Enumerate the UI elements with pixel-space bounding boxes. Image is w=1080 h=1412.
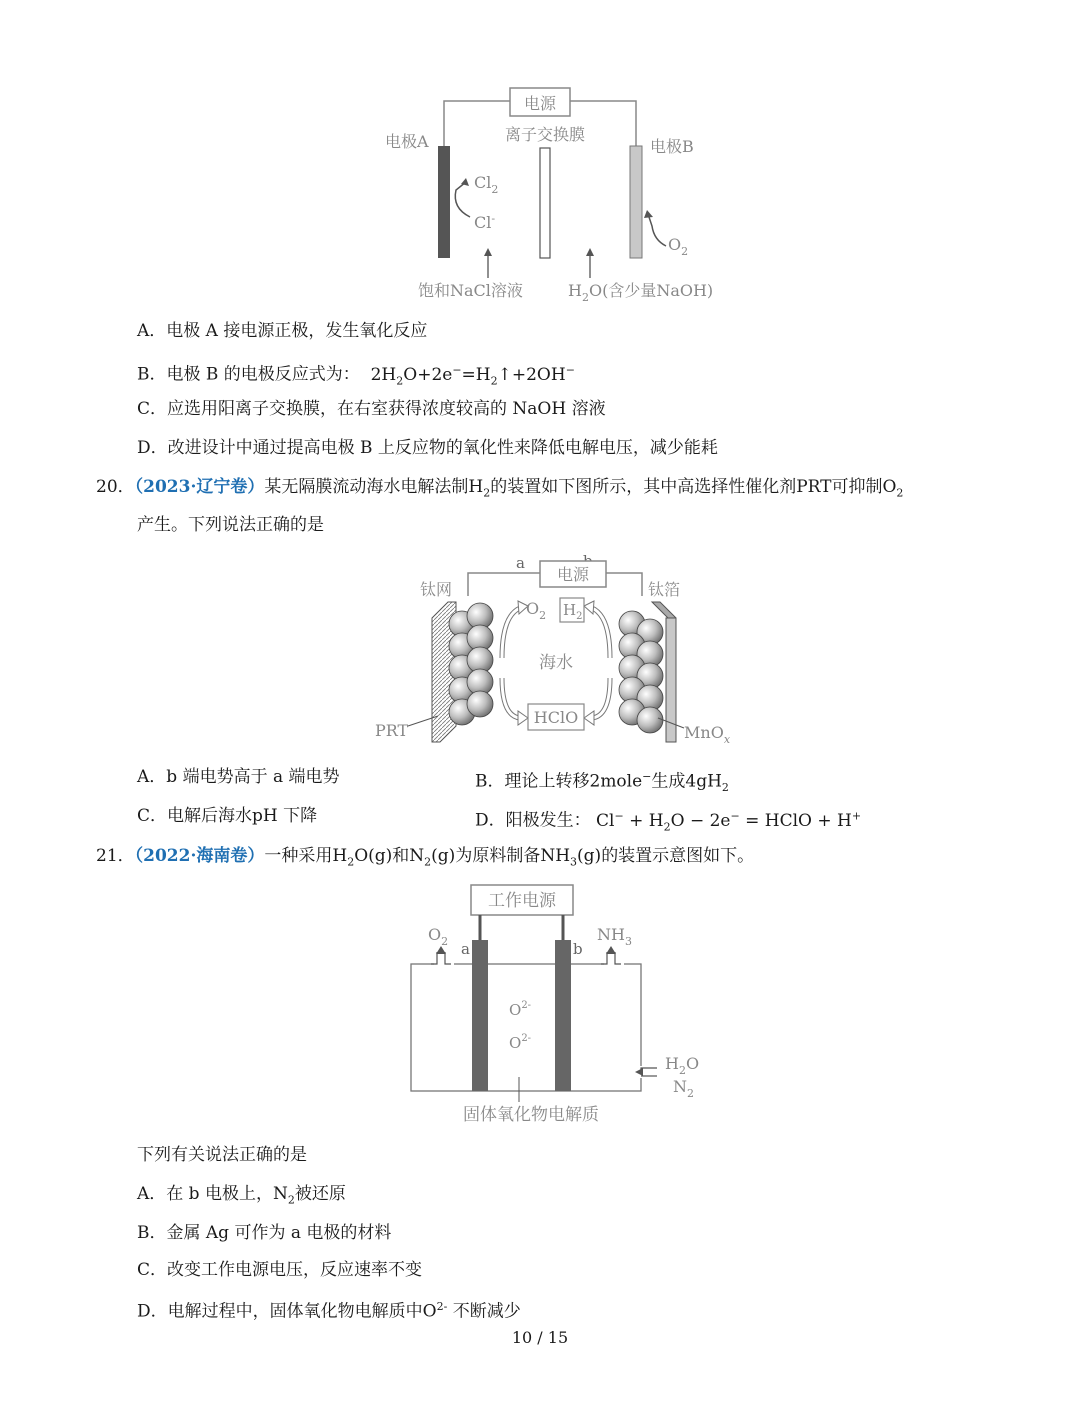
electrode-a bbox=[472, 940, 488, 1091]
q20-d-equation: $Cl^- + H_2O - 2e^-$ = HClO + H+ bbox=[596, 809, 862, 834]
figure-seawater-electrolysis bbox=[370, 548, 750, 748]
arrow-cl-to-cl2 bbox=[455, 182, 470, 217]
electrode-a-label: 电极A bbox=[385, 132, 429, 151]
q21-number: 21． bbox=[96, 846, 135, 866]
q20-option-c: C．电解后海水pH 下降 bbox=[137, 806, 318, 826]
o2-label: $O_2$ bbox=[668, 235, 689, 258]
q21-source: （2022·海南卷） bbox=[134, 846, 265, 866]
h2-label: $H_2$ bbox=[563, 601, 583, 622]
left-catalyst-balls bbox=[449, 603, 493, 725]
oxide-ion-2: $O^{2-}$ bbox=[509, 1033, 532, 1052]
q21-stem: 21．（2022·海南卷）一种采用$H_2O(g)$和$N_2(g)$为原料制备$NH_3(g)$的装置示意图如下。 bbox=[96, 846, 755, 869]
q21-lead: 下列有关说法正确的是 bbox=[137, 1145, 307, 1165]
mnox-label: MnO$_x$ bbox=[684, 723, 731, 746]
q21-option-c: C．改变工作电源电压，反应速率不变 bbox=[137, 1260, 423, 1280]
q20-source: （2023·辽宁卷） bbox=[134, 477, 265, 497]
q19-b-equation: $2H_2O+2e^-=H_2↑+2OH^-$ bbox=[370, 363, 575, 388]
q21-option-d: D．电解过程中，固体氧化物电解质中$O^{2-}$ 不断减少 bbox=[137, 1300, 521, 1322]
power-label: 电源 bbox=[556, 565, 590, 584]
electrode-a bbox=[438, 146, 450, 258]
power-label: 电源 bbox=[523, 94, 557, 113]
electrode-b-label: 电极B bbox=[650, 137, 694, 156]
q20-number: 20． bbox=[96, 477, 135, 497]
ion-membrane bbox=[540, 148, 550, 258]
q19-option-d: D．改进设计中通过提高电极 B 上反应物的氧化性来降低电解电压，减少能耗 bbox=[137, 438, 718, 458]
electrode-b bbox=[555, 940, 571, 1091]
right-solution-label: $H_2O$(含少量NaOH) bbox=[568, 281, 714, 304]
o2-label: $O_2$ bbox=[428, 925, 449, 948]
electrolyzer-body bbox=[411, 964, 641, 1091]
ti-foil-label: 钛箔 bbox=[648, 580, 681, 599]
q20-option-a: A．b 端电势高于 a 端电势 bbox=[137, 767, 340, 787]
cl-ion-label: Cl- bbox=[474, 212, 496, 232]
q20-stem-line2: 产生。下列说法正确的是 bbox=[137, 515, 324, 535]
q21-option-a: A．在 b 电极上，$N_2$被还原 bbox=[137, 1184, 346, 1207]
seawater-label: 海水 bbox=[539, 653, 573, 673]
h2o-label: $H_2O$ bbox=[665, 1054, 700, 1077]
figure-electrolysis-nacl bbox=[370, 80, 730, 310]
arrow-o2-to-b bbox=[648, 214, 666, 246]
q20-stem: 20．（2023·辽宁卷）某无隔膜流动海水电解法制$H_2$的装置如下图所示，其中高选择性催化剂PRT可抑制$O_2$ bbox=[96, 477, 904, 500]
o2-label: $O_2$ bbox=[526, 599, 547, 622]
q20-option-d: D．阳极发生： $Cl^- + H_2O - 2e^-$ = HClO + H+ bbox=[475, 809, 862, 834]
terminal-a: a bbox=[516, 554, 525, 572]
membrane-label: 离子交换膜 bbox=[504, 125, 586, 144]
q21-option-b: B．金属 Ag 可作为 a 电极的材料 bbox=[137, 1223, 392, 1243]
nh3-label: $NH_3$ bbox=[597, 925, 632, 948]
q20-option-b: B．理论上转移2mole−生成$4gH_2$ bbox=[475, 770, 729, 795]
left-solution-label: 饱和NaCl溶液 bbox=[418, 281, 523, 300]
prt-label: PRT bbox=[375, 721, 409, 740]
figure-nh3-synthesis bbox=[395, 880, 725, 1130]
n2-label: $N_2$ bbox=[673, 1077, 694, 1100]
oxide-ion-1: $O^{2-}$ bbox=[509, 1000, 532, 1019]
hclo-label: HClO bbox=[533, 708, 579, 727]
q19-option-a: A．电极 A 接电源正极，发生氧化反应 bbox=[137, 321, 428, 341]
electrode-b bbox=[630, 146, 642, 258]
electrolyte-label: 固体氧化物电解质 bbox=[463, 1105, 599, 1125]
q19-option-c: C．应选用阳离子交换膜，在右室获得浓度较高的 NaOH 溶液 bbox=[137, 399, 606, 419]
page-number: 10 / 15 bbox=[511, 1328, 569, 1347]
ti-mesh-label: 钛网 bbox=[420, 580, 453, 599]
power-label: 工作电源 bbox=[488, 891, 556, 911]
cl2-label: $Cl_2$ bbox=[474, 173, 499, 196]
q19-option-b: B．电极 B 的电极反应式为： $2H_2O+2e^-=H_2↑+2OH^-$ bbox=[137, 363, 575, 388]
label-a: a bbox=[461, 940, 470, 958]
right-catalyst-balls bbox=[619, 611, 663, 733]
label-b: b bbox=[573, 940, 583, 958]
